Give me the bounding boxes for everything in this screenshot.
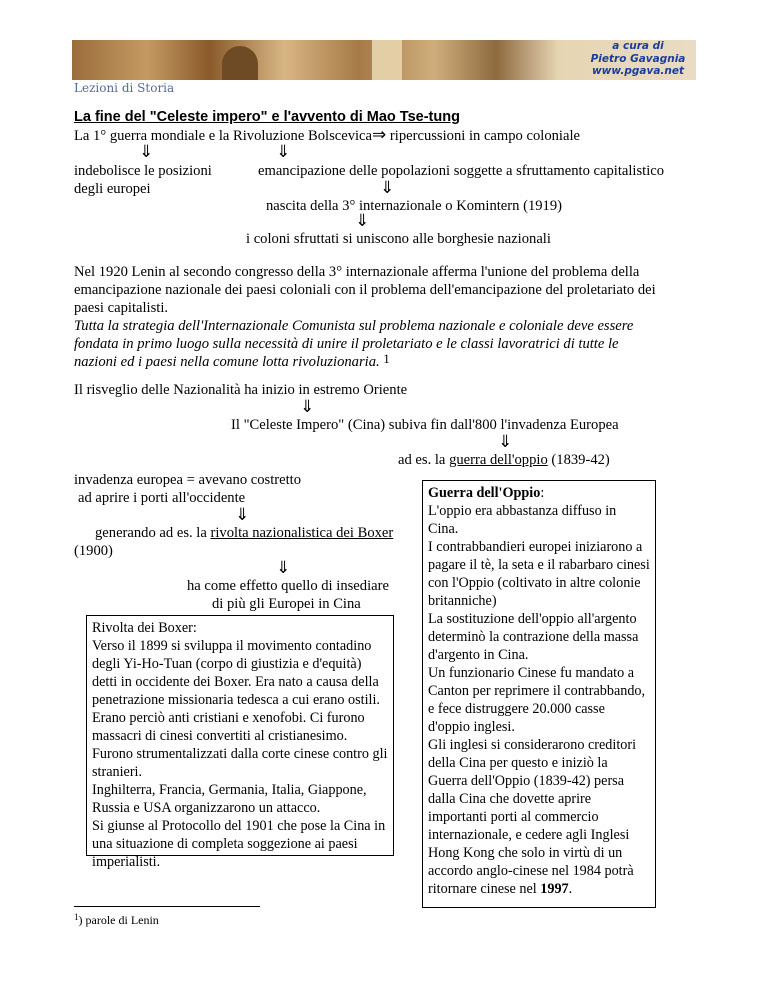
down-arrow-icon: ⇓: [380, 178, 395, 198]
down-arrow-icon: ⇓: [355, 211, 370, 231]
down-arrow-icon: ⇓: [139, 142, 154, 162]
footnote: [74, 913, 159, 928]
diagram2-left-4: ha come effetto quello di insediare: [187, 578, 389, 594]
boxer-box-heading: Rivolta dei Boxer:: [92, 620, 197, 636]
diagram2-line-2: Il "Celeste Impero" (Cina) subiva fin dall'800 l'invadenza Europea: [231, 417, 619, 433]
diagram1-right-2: nascita della 3° internazionale o Komintern (1919): [266, 198, 562, 214]
paragraph-line: emancipazione nazionale dei paesi coloniali con il problema dell'emancipazione del proletariato dei: [74, 282, 656, 298]
lenin-paragraph: [74, 263, 704, 371]
tower-silhouette: [372, 40, 402, 80]
opium-box-text-last: [428, 736, 650, 898]
diagram2-line-3: [398, 451, 610, 469]
text-prefix: generando ad es. la: [95, 525, 207, 541]
boxer-box-text: Verso il 1899 si sviluppa il movimento contadino degli Yi-Ho-Tuan (corpo di giustizia e d'equità) detti in occidente dei Boxer. Era nato a causa della penetrazione missionaria tedesca a cui erano ostili. Erano perciò anti cristiani e xenofobi. Ci furono massacri di cinesi convertiti al cristianesimo. Furono strumentalizzati dalla corte cinese contro gli stranieri.: [92, 638, 388, 780]
diagram2-left-1: invadenza europea = avevano costretto: [74, 472, 302, 488]
text-suffix: (1839-42): [551, 452, 610, 468]
heading-colon: :: [540, 485, 545, 501]
building-silhouette: [222, 46, 258, 80]
lenin-quote-line: fondata in primo luogo sulla necessità di unire il proletariato e le classi lavoratrici di tutte le: [74, 336, 619, 352]
footnote-reference[interactable]: 1: [383, 351, 390, 366]
down-arrow-icon: ⇓: [235, 505, 250, 525]
opium-box-text: I contrabbandieri europei iniziarono a pagare il tè, la seta e il rabarbaro cinesi con l'Oppio (coltivato in altre colonie britanniche): [428, 539, 650, 609]
boxer-box-text: Si giunse al Protocollo del 1901 che pose la Cina in una situazione di completa soggezione ai paesi imperialisti.: [92, 818, 386, 870]
diagram1-right-3: i coloni sfruttati si uniscono alle borghesie nazionali: [246, 231, 551, 247]
diagram1-left-1: indebolisce le posizioni: [74, 163, 212, 179]
diagram1-root: La 1° guerra mondiale e la Rivoluzione Bolscevica: [74, 128, 373, 144]
footnote-marker: 1: [74, 912, 79, 922]
opium-box-text: L'oppio era abbastanza diffuso in Cina.: [428, 503, 617, 537]
opium-box-text: Gli inglesi si considerarono creditori della Cina per questo e iniziò la Guerra dell'Oppio (1839-42) persa dalla Cina che dovette aprire importanti porti al commercio internazionale, e cedere agli Inglesi Hong Kong che solo in virtù di un accordo anglo-cinese nel 1984 potrà ritornare cinese nel: [428, 737, 637, 897]
diagram2-left-5: di più gli Europei in Cina: [212, 596, 361, 612]
opium-box-heading-line: [428, 484, 650, 502]
boxer-revolt-link[interactable]: rivolta nazionalistica dei Boxer: [210, 525, 394, 541]
boxer-revolt-box: [86, 615, 394, 870]
lenin-quote-line: nazioni ed i paesi nella comune lotta rivoluzionaria.: [74, 354, 380, 370]
credit-line-3: www.pgava.net: [591, 65, 685, 77]
opium-war-box: [422, 480, 656, 908]
opium-box-text: Un funzionario Cinese fu mandato a Canton per reprimere il contrabbando, e fece distruggere 20.000 casse d'oppio inglesi.: [428, 665, 646, 735]
diagram2-left-2: ad aprire i porti all'occidente: [78, 490, 246, 506]
year-highlight: 1997: [540, 881, 569, 897]
down-arrow-icon: ⇓: [276, 142, 291, 162]
opium-war-link[interactable]: guerra dell'oppio: [449, 452, 548, 468]
credit-line-2: Pietro Gavagnia: [590, 52, 686, 65]
diagram1-right-1: emancipazione delle popolazioni soggette a sfruttamento capitalistico: [258, 163, 665, 179]
credit-line-1: a cura di: [612, 40, 664, 52]
boxer-box-text: Inghilterra, Francia, Germania, Italia, Giappone, Russia e USA organizzarono un attacco.: [92, 782, 367, 816]
banner-credit: [584, 40, 692, 78]
down-arrow-icon: ⇓: [276, 558, 291, 578]
down-arrow-icon: ⇓: [300, 397, 315, 417]
lenin-quote-line: Tutta la strategia dell'Internazionale Comunista sul problema nazionale e coloniale deve essere: [74, 318, 634, 334]
opium-box-text: La sostituzione dell'oppio all'argento determinò la contrazione della massa d'argento in Cina.: [428, 611, 639, 663]
period: .: [568, 881, 573, 897]
diagram2-left-year: (1900): [74, 543, 113, 559]
diagram1-root-consequence: ripercussioni in campo coloniale: [389, 128, 580, 144]
paragraph-line: paesi capitalisti.: [74, 300, 169, 316]
header-banner: [72, 40, 696, 80]
diagram2-left-3: [95, 524, 393, 542]
text-prefix: ad es. la: [398, 452, 446, 468]
paragraph-line: Nel 1920 Lenin al secondo congresso della 3° internazionale afferma l'unione del problema della: [74, 264, 640, 280]
footnote-text: ) parole di Lenin: [78, 913, 159, 927]
lenin-quote-last: [74, 353, 704, 371]
right-arrow-icon: ⇒: [372, 125, 387, 145]
diagram2-line-1: Il risveglio delle Nazionalità ha inizio in estremo Oriente: [74, 382, 408, 398]
down-arrow-icon: ⇓: [498, 432, 513, 452]
footnote-divider: [74, 906, 260, 907]
opium-box-heading: Guerra dell'Oppio: [428, 485, 541, 501]
section-label: Lezioni di Storia: [74, 81, 175, 95]
diagram1-left-2: degli europei: [74, 181, 151, 197]
page-title: La fine del "Celeste impero" e l'avvento di Mao Tse-tung: [74, 109, 460, 125]
